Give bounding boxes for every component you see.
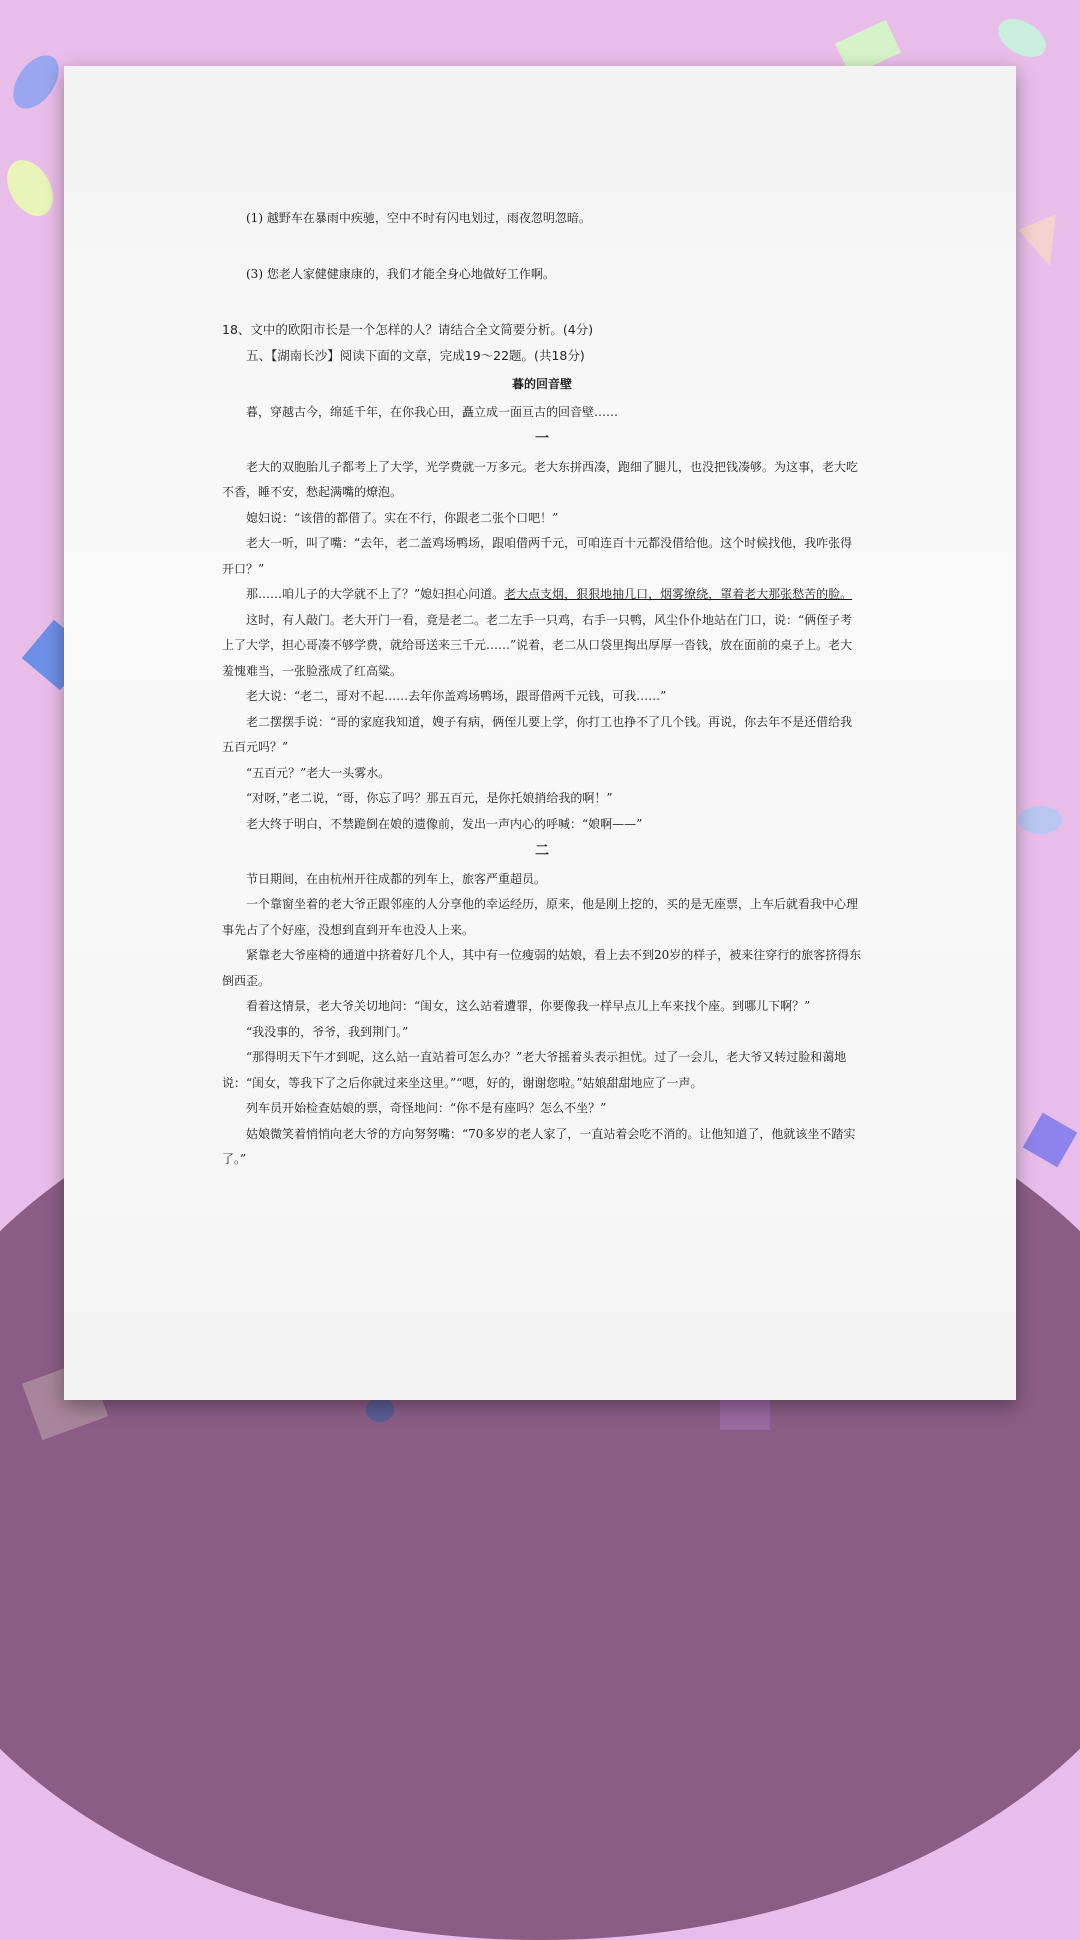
paragraph: “对呀，”老二说，“哥，你忘了吗？那五百元，是你托娘捎给我的啊！”	[246, 791, 613, 805]
paragraph: 紧靠老大爷座椅的通道中挤着好几个人，其中有一位瘦弱的姑娘，看上去不到20岁的样子，被来往穿行的旅客挤得东倒西歪。	[222, 948, 862, 988]
paragraph: 老大终于明白，不禁跪倒在娘的遗像前，发出一声内心的呼喊：“娘啊——”	[246, 816, 643, 831]
paragraph: 节日期间，在由杭州开往成都的列车上，旅客严重超员。	[246, 871, 547, 886]
paragraph: 看着这情景，老大爷关切地问：“闺女，这么站着遭罪，你要像我一样早点儿上车来找个座。到哪儿下啊？”	[246, 999, 811, 1013]
paragraph: 媳妇说：“该借的都借了。实在不行，你跟老二张个口吧！”	[246, 510, 559, 525]
article-title: 暮的回音壁	[511, 377, 572, 391]
paragraph	[222, 582, 862, 608]
paragraph: “那得明天下午才到呢，这么站一直站着可怎么办？”老大爷摇着头表示担忧。过了一会儿，老大爷又转过脸和蔼地说：“闺女，等我下了之后你就过来坐这里。”“嗯，好的，谢谢您啦。”姑娘甜甜地应了一声。	[222, 1050, 847, 1090]
section-5-heading: 五、【湖南长沙】阅读下面的文章，完成19～22题。(共18分)	[246, 347, 585, 363]
paragraph: 这时，有人敲门。老大开门一看，竟是老二。老二左手一只鸡，右手一只鸭，风尘仆仆地站在门口，说：“俩侄子考上了大学，担心哥凑不够学费，就给哥送来三千元……”说着，老二从口袋里掏出厚厚一沓钱，放在面前的桌子上。老大羞愧难当，一张脸涨成了红高粱。	[222, 612, 853, 678]
document-content	[222, 206, 862, 1173]
paragraph: 姑娘微笑着悄悄向老大爷的方向努努嘴：“70多岁的老人家了，一直站着会吃不消的。让他知道了，他就该坐不踏实了。”	[222, 1126, 856, 1166]
paragraph: “我没事的，爷爷，我到荆门。”	[246, 1024, 409, 1039]
paragraph: “五百元？”老大一头雾水。	[246, 765, 391, 780]
underlined-sentence: 老大点支烟，狠狠地抽几口，烟雾缭绕，罩着老大那张愁苦的脸。	[504, 587, 853, 601]
question-18: 18、文中的欧阳市长是一个怎样的人？请结合全文简要分析。(4分)	[222, 322, 594, 337]
part-2-heading: 二	[535, 843, 549, 859]
paragraph: 老大一听，叫了嘴：“去年，老二盖鸡场鸭场，跟咱借两千元，可咱连百十元都没借给他。这个时候找他，我咋张得开口？”	[222, 536, 853, 576]
sentence-item-3: (3) 您老人家健健康康的，我们才能全身心地做好工作啊。	[246, 266, 555, 281]
paragraph: 老二摆摆手说：“哥的家庭我知道，嫂子有病，俩侄儿要上学，你打工也挣不了几个钱。再说，你去年不是还借给我五百元吗？”	[222, 714, 853, 754]
part-1-heading: 一	[535, 431, 549, 447]
paragraph-text: 那……咱儿子的大学就不上了？”媳妇担心问道。	[246, 587, 505, 601]
paragraph: 列车员开始检查姑娘的票，奇怪地问：“你不是有座吗？怎么不坐？”	[246, 1101, 607, 1115]
sentence-item-1: (1) 越野车在暴雨中疾驰，空中不时有闪电划过，雨夜忽明忽暗。	[246, 211, 591, 225]
paragraph: 老大说：“老二，哥对不起……去年你盖鸡场鸭场，跟哥借两千元钱，可我……”	[246, 689, 667, 703]
article-intro: 暮，穿越古今，绵延千年，在你我心田，矗立成一面亘古的回音壁……	[246, 404, 619, 419]
paragraph: 老大的双胞胎儿子都考上了大学，光学费就一万多元。老大东拼西凑，跑细了腿儿，也没把钱凑够。为这事，老大吃不香，睡不安，愁起满嘴的燎泡。	[222, 459, 859, 499]
paragraph: 一个靠窗坐着的老大爷正跟邻座的人分享他的幸运经历，原来，他是刚上挖的，买的是无座票，上车后就看我中心理事先占了个好座，没想到直到开车也没人上来。	[222, 897, 859, 937]
